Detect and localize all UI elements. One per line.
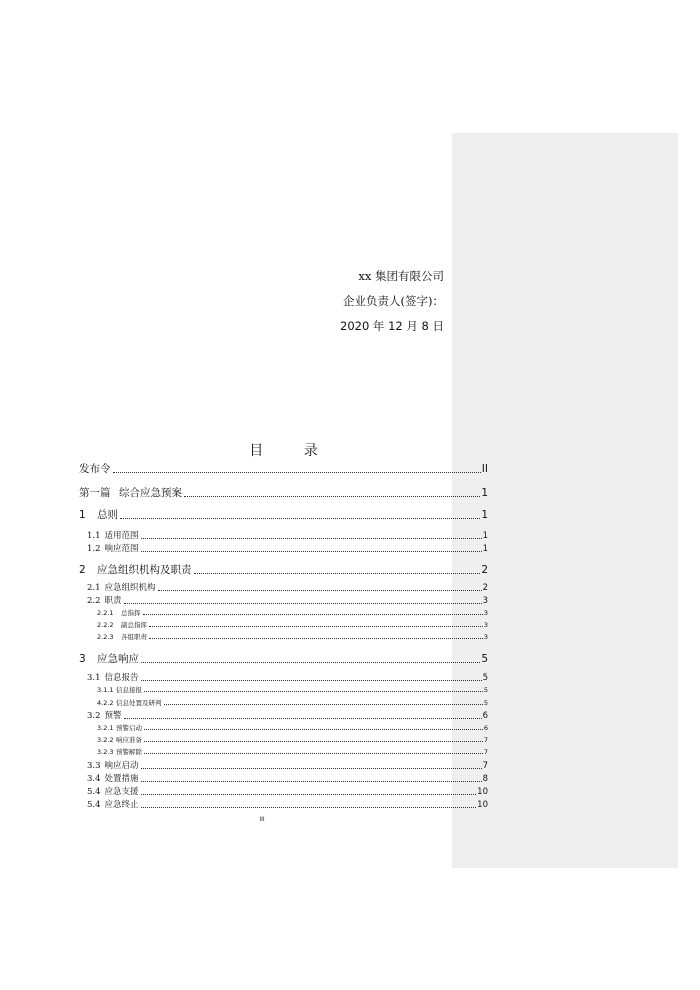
toc-entry[interactable]: [79, 610, 488, 617]
toc-entry-page: 3: [483, 621, 488, 629]
toc-entry-page: 5: [483, 699, 488, 707]
toc-leader-dots: [141, 680, 482, 681]
toc-entry[interactable]: [79, 801, 488, 810]
toc-entry-label: 副总指挥: [121, 621, 147, 629]
toc-entry-label: 各组职责: [121, 633, 147, 641]
toc-entry-number: 3.1.1: [97, 686, 114, 694]
toc-entry-label: 信息接报: [116, 686, 142, 694]
toc-entry-number: 1.2: [87, 544, 101, 554]
company-name: xx 集团有限公司: [358, 269, 444, 283]
toc-leader-dots: [141, 768, 482, 769]
toc-entry-page: II: [481, 463, 488, 475]
toc-leader-dots: [144, 741, 483, 742]
toc-leader-dots: [149, 638, 483, 639]
signature-date: 2020 年 12 月 8 日: [340, 319, 444, 333]
toc-entry[interactable]: [79, 737, 488, 744]
toc-leader-dots: [144, 753, 483, 754]
toc-entry[interactable]: [79, 584, 488, 593]
toc-entry-page: 1: [481, 487, 488, 499]
toc-entry-label: 响应准备: [116, 736, 142, 744]
toc-entry-label: 综合应急预案: [119, 487, 182, 499]
toc-entry-label: 预警启动: [116, 724, 142, 732]
toc-entry[interactable]: [79, 654, 488, 665]
toc-entry-number: 2: [79, 564, 86, 576]
toc-entry-number: 2.2.1: [97, 609, 114, 617]
toc-entry[interactable]: [79, 488, 488, 499]
toc-entry-label: 应急响应: [97, 653, 139, 665]
toc-entry-number: 2.1: [87, 583, 101, 593]
toc-entry-page: 8: [482, 774, 488, 784]
toc-leader-dots: [143, 614, 483, 615]
toc-entry-number: 3.3: [87, 761, 101, 771]
toc-entry-label: 信息报告: [104, 673, 139, 683]
toc-entry[interactable]: [79, 725, 488, 732]
toc-entry[interactable]: [79, 510, 488, 521]
toc-entry-label: 应急终止: [104, 800, 139, 810]
toc-entry-page: 6: [483, 724, 488, 732]
toc-entry-page: 7: [482, 761, 488, 771]
toc-entry-page: 5: [482, 673, 488, 683]
toc-entry-number: 5.4: [87, 787, 101, 797]
toc-entry-page: 10: [477, 787, 488, 797]
toc-leader-dots: [184, 496, 480, 497]
toc-entry-page: 2: [482, 583, 488, 593]
toc-entry-page: 1: [482, 544, 488, 554]
toc-leader-dots: [141, 807, 477, 808]
toc-leader-dots: [141, 781, 482, 782]
toc-entry-label: 信息处置及研判: [116, 699, 162, 707]
toc-leader-dots: [113, 472, 481, 473]
toc-entry-label: 处置措施: [104, 774, 139, 784]
toc-entry-label: 应急组织机构及职责: [97, 564, 192, 576]
toc-entry-page: 1: [482, 531, 488, 541]
toc-entry-number: 3.1: [87, 673, 101, 683]
toc-entry-number: 第一篇: [79, 487, 111, 499]
toc-entry-label: 总则: [97, 509, 118, 521]
toc-entry-number: 3.2.1: [97, 724, 114, 732]
toc-entry[interactable]: [79, 545, 488, 554]
toc-entry-number: 3.2: [87, 711, 101, 721]
toc-entry-page: 10: [477, 800, 488, 810]
responsible-signature-label: 企业负责人(签字)：: [343, 294, 444, 308]
toc-entry[interactable]: [79, 634, 488, 641]
toc-entry-number: 3.4: [87, 774, 101, 784]
toc-entry-page: 3: [483, 609, 488, 617]
toc-entry[interactable]: [79, 712, 488, 721]
toc-entry-label: 职责: [104, 596, 122, 606]
toc-leader-dots: [141, 662, 480, 663]
toc-entry[interactable]: [79, 788, 488, 797]
toc-entry-number: 5.4: [87, 800, 101, 810]
toc-entry-page: 6: [482, 711, 488, 721]
toc-entry-page: 7: [483, 736, 488, 744]
toc-entry-number: 1.1: [87, 531, 101, 541]
toc-entry-label: 预警解除: [116, 748, 142, 756]
toc-entry-number: 3: [79, 653, 86, 665]
toc-entry[interactable]: [79, 565, 488, 576]
page-number: III: [259, 816, 265, 823]
toc-entry-label: 响应范围: [104, 544, 139, 554]
toc-entry-number: 3.2.3: [97, 748, 114, 756]
toc-leader-dots: [124, 718, 482, 719]
toc-entry-number: 2.2.3: [97, 633, 114, 641]
toc-leader-dots: [194, 573, 481, 574]
toc-leader-dots: [144, 729, 483, 730]
toc-entry-page: 3: [483, 633, 488, 641]
toc-entry-number: 4.2.2: [97, 699, 114, 707]
toc-entry-page: 7: [483, 748, 488, 756]
toc-entry-number: 2.2: [87, 596, 101, 606]
toc-entry[interactable]: [79, 674, 488, 683]
toc-entry-label: 响应启动: [104, 761, 139, 771]
toc-entry-label: 预警: [104, 711, 122, 721]
toc-entry-number: 3.2.2: [97, 736, 114, 744]
toc-entry-label: 适用范围: [104, 531, 139, 541]
toc-entry-number: 1: [79, 509, 86, 521]
toc-entry-page: 5: [481, 653, 488, 665]
toc-entry-label: 发布令: [79, 463, 111, 475]
toc-entry[interactable]: [79, 622, 488, 629]
toc-leader-dots: [158, 590, 482, 591]
toc-leader-dots: [144, 691, 483, 692]
toc-entry[interactable]: [79, 749, 488, 756]
toc-entry[interactable]: [79, 532, 488, 541]
toc-leader-dots: [141, 794, 477, 795]
toc-entry[interactable]: [79, 762, 488, 771]
toc-entry[interactable]: [79, 687, 488, 694]
toc-entry[interactable]: [79, 775, 488, 784]
toc-leader-dots: [141, 551, 482, 552]
toc-entry-label: 总指挥: [121, 609, 141, 617]
toc-leader-dots: [141, 538, 482, 539]
toc-entry[interactable]: [79, 700, 488, 707]
toc-entry-page: 1: [481, 509, 488, 521]
toc-entry-number: 2.2.2: [97, 621, 114, 629]
toc-entry-label: 应急组织机构: [104, 583, 156, 593]
toc-entry[interactable]: [79, 597, 488, 606]
toc-title: 目 录: [249, 443, 336, 459]
toc-entry[interactable]: [79, 464, 488, 475]
toc-entry-page: 2: [481, 564, 488, 576]
comment-margin-panel: [452, 133, 678, 868]
toc-leader-dots: [120, 518, 480, 519]
toc-leader-dots: [149, 626, 483, 627]
toc-entry-page: 3: [482, 596, 488, 606]
toc-entry-label: 应急支援: [104, 787, 139, 797]
toc-leader-dots: [124, 603, 482, 604]
toc-leader-dots: [164, 704, 483, 705]
toc-entry-page: 5: [483, 686, 488, 694]
